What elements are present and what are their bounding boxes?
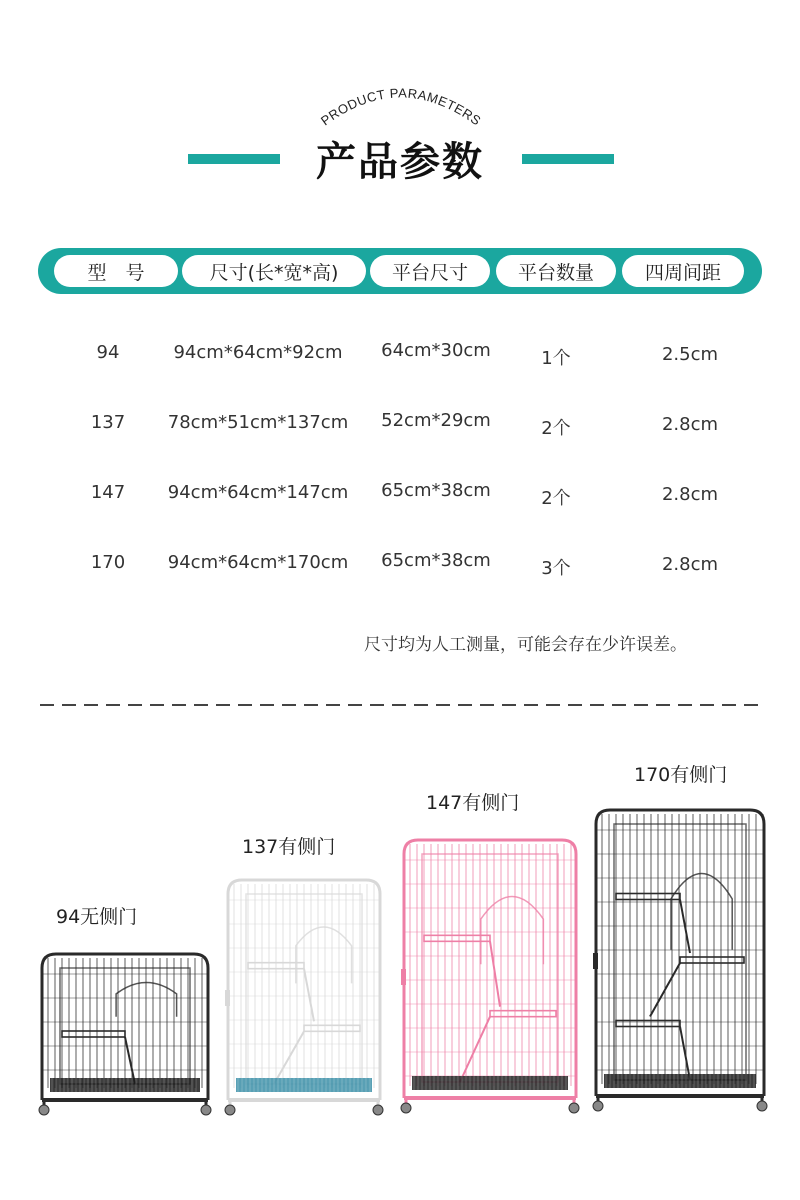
cell-size: 94cm*64cm*170cm bbox=[167, 552, 349, 573]
column-header-spacing: 四周间距 bbox=[622, 255, 744, 287]
cell-platform-count: 3个 bbox=[541, 558, 571, 579]
cell-spacing: 2.8cm bbox=[661, 484, 719, 505]
table-header-bar bbox=[38, 248, 762, 294]
header-subtitle: PRODUCT PARAMETERS bbox=[317, 85, 484, 129]
cage-image-170 bbox=[590, 802, 770, 1114]
cage-label-147: 147有侧门 bbox=[426, 792, 520, 814]
dashed-divider bbox=[40, 703, 764, 707]
cage-label-170: 170有侧门 bbox=[634, 764, 728, 786]
cage-image-137 bbox=[222, 872, 386, 1118]
page-title: 产品参数 bbox=[316, 139, 484, 185]
cell-spacing: 2.8cm bbox=[661, 414, 719, 435]
cell-platform-size: 64cm*30cm bbox=[381, 340, 491, 361]
cage-label-137: 137有侧门 bbox=[242, 836, 336, 858]
cell-model: 94 bbox=[96, 342, 120, 363]
cell-size: 94cm*64cm*147cm bbox=[167, 482, 349, 503]
cage-image-94 bbox=[36, 946, 214, 1118]
column-header-model: 型 号 bbox=[54, 255, 178, 287]
cell-size: 94cm*64cm*92cm bbox=[173, 342, 343, 363]
cell-platform-count: 2个 bbox=[541, 488, 571, 509]
cell-spacing: 2.5cm bbox=[661, 344, 719, 365]
cell-platform-size: 52cm*29cm bbox=[381, 410, 491, 431]
column-header-platform-size: 平台尺寸 bbox=[370, 255, 490, 287]
cell-platform-size: 65cm*38cm bbox=[381, 480, 491, 501]
column-header-platform-count: 平台数量 bbox=[496, 255, 616, 287]
cell-model: 170 bbox=[90, 552, 126, 573]
cell-model: 147 bbox=[90, 482, 126, 503]
cage-image-147 bbox=[398, 832, 582, 1116]
cell-platform-count: 2个 bbox=[541, 418, 571, 439]
cage-drawing bbox=[39, 954, 211, 1115]
cell-platform-count: 1个 bbox=[541, 348, 571, 369]
cage-drawing bbox=[401, 840, 579, 1113]
measurement-note: 尺寸均为人工测量，可能会存在少许误差。 bbox=[364, 635, 687, 655]
cell-size: 78cm*51cm*137cm bbox=[167, 412, 349, 433]
column-header-size: 尺寸(长*宽*高) bbox=[182, 255, 366, 287]
cage-drawing bbox=[225, 880, 383, 1115]
svg-text:PRODUCT PARAMETERS bbox=[318, 85, 484, 128]
cage-label-94: 94无侧门 bbox=[56, 906, 138, 928]
cell-model: 137 bbox=[90, 412, 126, 433]
cage-drawing bbox=[593, 810, 767, 1111]
cell-platform-size: 65cm*38cm bbox=[381, 550, 491, 571]
cell-spacing: 2.8cm bbox=[661, 554, 719, 575]
